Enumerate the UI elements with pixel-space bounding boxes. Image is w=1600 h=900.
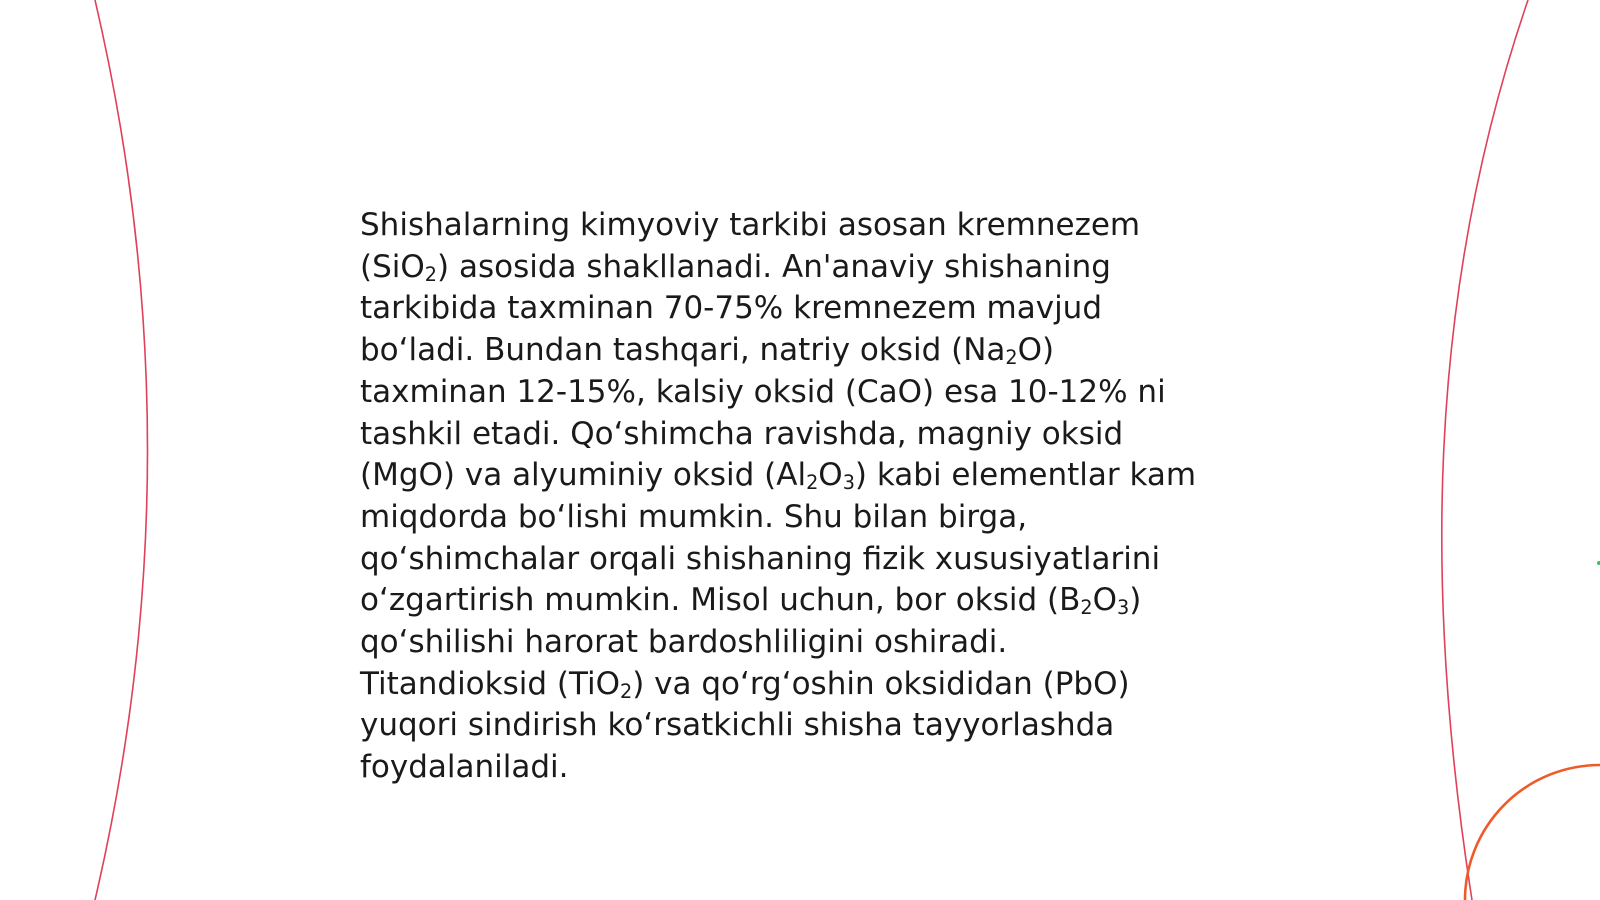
text-run: Shishalarning kimyoviy tarkibi asosan kremnezem (360, 207, 1141, 243)
subscript-digit: 2 (1080, 596, 1093, 620)
text-run: o‘zgartirish mumkin. Misol uchun, bor oksid (B (360, 582, 1081, 619)
paragraph-line (360, 497, 1240, 539)
text-run: tarkibida taxminan 70-75% kremnezem mavjud (360, 290, 1103, 327)
text-run: foydalaniladi. (360, 749, 569, 786)
paragraph-line (360, 705, 1240, 747)
text-run: yuqori sindirish ko‘rsatkichli shisha tayyorlashda (360, 707, 1115, 744)
paragraph-line (360, 205, 1240, 247)
paragraph-line (360, 414, 1240, 456)
subscript-digit: 3 (842, 471, 855, 495)
paragraph-line (360, 455, 1240, 497)
paragraph-line (360, 288, 1240, 330)
text-run: ) asosida shakllanadi. An'anaviy shishaning (437, 248, 1111, 285)
paragraph-line (360, 622, 1240, 664)
paragraph-line (360, 747, 1240, 789)
subscript-digit: 2 (1005, 346, 1018, 370)
slide-paragraph (360, 205, 1240, 789)
text-run: miqdorda bo‘lishi mumkin. Shu bilan birga, (360, 498, 1028, 535)
paragraph-line (360, 664, 1240, 706)
paragraph-line (360, 539, 1240, 581)
text-run: bo‘ladi. Bundan tashqari, natriy oksid (Na (360, 332, 1006, 369)
subscript-digit: 3 (1116, 596, 1130, 620)
text-run: taxminan 12-15%, kalsiy oksid (CaO) esa 10-12% ni (360, 373, 1166, 410)
text-run: (SiO (360, 248, 425, 285)
text-run: ) (1129, 582, 1142, 619)
text-run: (MgO) va alyuminiy oksid (Al (360, 457, 807, 494)
subscript-digit: 2 (806, 471, 819, 495)
text-run: tashkil etadi. Qo‘shimcha ravishda, magniy oksid (360, 415, 1124, 452)
text-run: ) kabi elementlar kam (854, 457, 1197, 494)
text-run: qo‘shilishi harorat bardoshliligini oshiradi. (360, 624, 1008, 661)
paragraph-line (360, 372, 1240, 414)
left-border-curve (95, 0, 148, 900)
paragraph-line (360, 580, 1240, 622)
text-run: O (1092, 582, 1117, 619)
text-run: qo‘shimchalar orqali shishaning fizik xususiyatlarini (360, 540, 1161, 577)
paragraph-line (360, 330, 1240, 372)
subscript-digit: 2 (424, 262, 438, 286)
text-run: O (818, 457, 843, 494)
right-border-curve (1442, 0, 1528, 900)
subscript-digit: 2 (620, 679, 633, 703)
text-run: Titandioksid (TiO (360, 665, 620, 702)
accent-arc (1465, 765, 1600, 900)
text-run: O) (1017, 332, 1055, 369)
paragraph-line (360, 247, 1240, 289)
text-run: ) va qo‘rg‘oshin oksididan (PbO) (632, 665, 1130, 702)
